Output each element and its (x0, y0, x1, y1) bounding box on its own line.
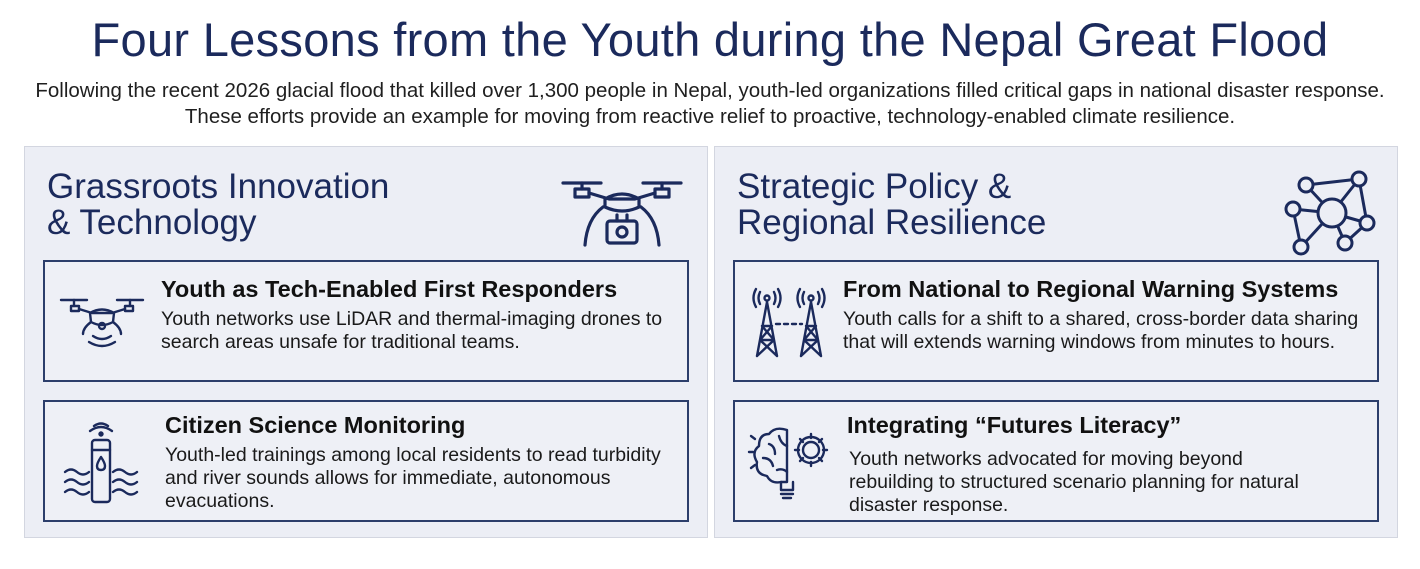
card-citizen-science (43, 400, 689, 522)
card-body: Youth-led trainings among local residents to read turbidity and river sounds allows for immediate, autonomous evacuations. (165, 444, 661, 512)
brain-gear-bulb-icon (747, 422, 837, 511)
card-body: Youth calls for a shift to a shared, cross-border data sharing that will extends warning windows from minutes to hours. (843, 308, 1359, 353)
page-subtitle: Following the recent 2026 glacial flood that killed over 1,300 people in Nepal, youth-led organizations filled critical gaps in national disaster response. These efforts provide an example for moving from reactive relief to proactive, technology-enabled climate resilience. (35, 79, 1385, 128)
card-body: Youth networks advocated for moving beyond rebuilding to structured scenario planning for natural disaster response. (849, 448, 1299, 516)
drone-camera-icon (557, 175, 687, 260)
page-title: Four Lessons from the Youth during the Nepal Great Flood (91, 13, 1329, 66)
card-title: Integrating “Futures Literacy” (847, 412, 1182, 438)
panel-strategic-policy (714, 146, 1398, 538)
panel-title: Grassroots Innovation & Technology (47, 167, 390, 242)
radio-towers-icon (747, 284, 831, 365)
card-title: Youth as Tech-Enabled First Responders (161, 276, 618, 302)
card-futures-literacy (733, 400, 1379, 522)
panel-title: Strategic Policy & Regional Resilience (737, 167, 1047, 242)
panel-grassroots-innovation (24, 146, 708, 538)
card-regional-warning (733, 260, 1379, 382)
card-title: From National to Regional Warning Systems (843, 276, 1339, 302)
drone-signal-icon (57, 290, 147, 361)
card-tech-first-responders (43, 260, 689, 382)
card-body: Youth networks use LiDAR and thermal-imaging drones to search areas unsafe for traditional teams. (161, 308, 663, 353)
water-sensor-icon (61, 420, 141, 513)
network-nodes-icon (1281, 167, 1377, 264)
card-title: Citizen Science Monitoring (165, 412, 466, 438)
